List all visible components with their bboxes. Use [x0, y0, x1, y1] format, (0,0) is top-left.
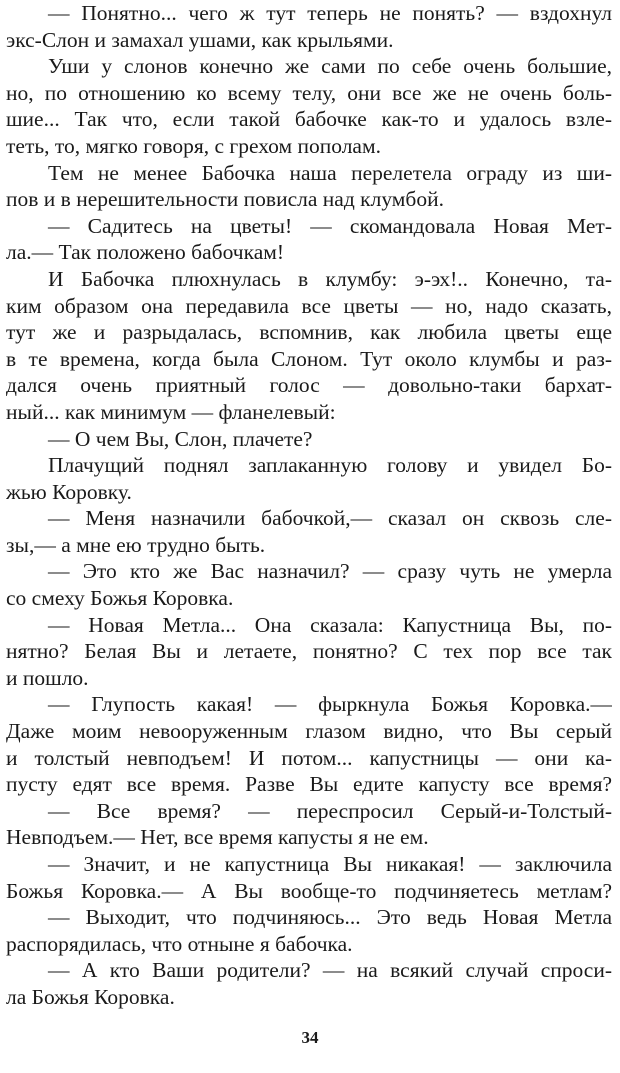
text-line: — Садитесь на цветы! — скомандовала Новая Мет- [48, 213, 612, 238]
text-line: Даже моим невооруженным глазом видно, что Вы серый [6, 719, 612, 744]
text-line: — О чем Вы, Слон, плачете? [48, 426, 313, 451]
text-line: дался очень приятный голос — довольно-таки бархат- [6, 373, 612, 398]
text-line: шие... Так что, если такой бабочке как-то и удалось взле- [6, 107, 612, 132]
text-line: распорядилась, что отныне я бабочка. [6, 931, 353, 956]
text-line: Плачущий поднял заплаканную голову и увидел Бо- [48, 453, 612, 478]
text-line: в те времена, когда была Слоном. Тут около клумбы и раз- [6, 346, 612, 371]
text-line: Невподъем.— Нет, все время капусты я не ем. [6, 825, 429, 850]
text-line: Уши у слонов конечно же сами по себе очень большие, [48, 54, 612, 79]
text-line: — Значит, и не капустница Вы никакая! — заключила [48, 852, 612, 876]
text-line: и пошло. [6, 665, 89, 690]
text-line: пов и в нерешительности повисла над клумбой. [6, 187, 444, 212]
text-line: — Глупость какая! — фыркнула Божья Коровка.— [48, 692, 612, 717]
text-line: Тем не менее Бабочка наша перелетела ограду из ши- [48, 160, 612, 185]
text-line: тут же и разрыдалась, вспомнив, как любила цветы еще [6, 320, 612, 345]
text-line: — Выходит, что подчиняюсь... Это ведь Новая Метла [48, 905, 612, 930]
text-line: пусту едят все время. Разве Вы едите капусту все время? [6, 772, 612, 797]
text-line: но, по отношению ко всему телу, они все же не очень боль- [6, 80, 612, 105]
text-line: ла Божья Коровка. [6, 984, 175, 1009]
text-line: — А кто Ваши родители? — на всякий случай спроси- [48, 958, 612, 983]
text-line: ла.— Так положено бабочкам! [6, 240, 284, 265]
text-line: — Все время? — переспросил Серый-и-Толстый- [48, 798, 612, 823]
body-text [6, 0, 612, 1011]
text-line: — Меня назначили бабочкой,— сказал он сквозь сле- [48, 506, 612, 531]
text-line: зы,— а мне ею трудно быть. [6, 532, 266, 557]
text-line: — Это кто же Вас назначил? — сразу чуть не умерла [48, 559, 612, 584]
text-line: ный... как минимум — фланелевый: [6, 399, 336, 424]
text-line: — Понятно... чего ж тут теперь не понять? — вздохнул [48, 1, 612, 25]
text-line: жью Коровку. [6, 479, 132, 504]
text-line: — Новая Метла... Она сказала: Капустница Вы, по- [48, 612, 612, 637]
text-line: экс-Слон и замахал ушами, как крыльями. [6, 27, 394, 52]
text-line: нятно? Белая Вы и летаете, понятно? С тех пор все так [6, 639, 612, 664]
text-line: и толстый невподъем! И потом... капустницы — они ка- [6, 745, 612, 770]
text-line: И Бабочка плюхнулась в клумбу: э-эх!.. Конечно, та- [48, 266, 612, 291]
text-line: ким образом она передавила все цветы — но, надо сказать, [6, 293, 612, 318]
text-line: со смеху Божья Коровка. [6, 586, 234, 611]
text-line: Божья Коровка.— А Вы вообще-то подчиняетесь метлам? [6, 878, 612, 903]
page-number: 34 [301, 1028, 319, 1047]
text-line: теть, то, мягко говоря, с грехом пополам. [6, 133, 381, 158]
